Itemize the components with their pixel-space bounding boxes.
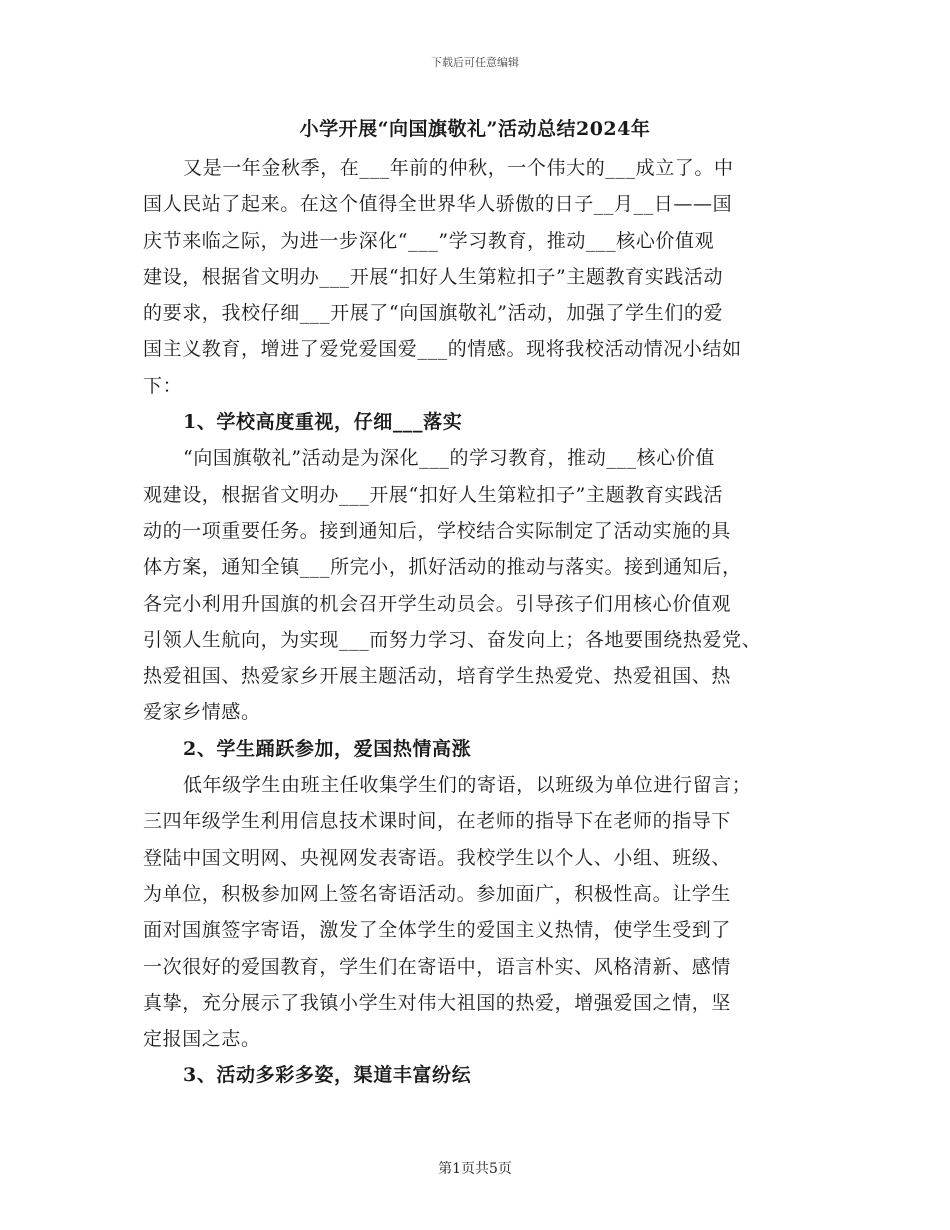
paragraph-line: 的要求，我校仔细___开展了“向国旗敬礼”活动，加强了学生们的爱 xyxy=(143,302,724,325)
paragraph-line: 真挚，充分展示了我镇小学生对伟大祖国的热爱，增强爱国之情，坚 xyxy=(143,991,732,1014)
paragraph-line: 爱家乡情感。 xyxy=(143,701,261,724)
paragraph-line: 定报国之志。 xyxy=(143,1028,261,1051)
section-heading: 3、活动多彩多姿，渠道丰富纷纭 xyxy=(183,1064,472,1087)
paragraph-line: 引领人生航向，为实现___而努力学习、奋发向上；各地要围绕热爱党、 xyxy=(143,628,762,651)
paragraph-line: 面对国旗签字寄语，激发了全体学生的爱国主义热情，使学生受到了 xyxy=(143,919,732,942)
paragraph-line: 各完小利用升国旗的机会召开学生动员会。引导孩子们用核心价值观 xyxy=(143,592,732,615)
paragraph-line: 国主义教育，增进了爱党爱国爱___的情感。现将我校活动情况小结如 xyxy=(143,338,742,361)
paragraph-line: 低年级学生由班主任收集学生们的寄语，以班级为单位进行留言； xyxy=(183,774,752,797)
paragraph-line: 动的一项重要任务。接到通知后，学校结合实际制定了活动实施的具 xyxy=(143,519,732,542)
section-heading: 2、学生踊跃参加，爱国热情高涨 xyxy=(183,737,472,760)
document-body xyxy=(143,150,823,1094)
paragraph-line: 又是一年金秋季，在___年前的仲秋，一个伟大的___成立了。中 xyxy=(183,157,734,179)
page-header: 下载后可任意编辑 xyxy=(431,56,519,69)
paragraph-line: “向国旗敬礼”活动是为深化___的学习教育，推动___核心价值 xyxy=(183,447,716,470)
section-heading: 1、学校高度重视，仔细___落实 xyxy=(183,411,463,434)
document-title: 小学开展“向国旗敬礼”活动总结2024年 xyxy=(299,118,651,140)
paragraph-line: 登陆中国文明网、央视网发表寄语。我校学生以个人、小组、班级、 xyxy=(143,846,732,869)
paragraph-line: 观建设，根据省文明办___开展“扣好人生第粒扣子”主题教育实践活 xyxy=(143,483,724,506)
paragraph-line: 一次很好的爱国教育，学生们在寄语中，语言朴实、风格清新、感情 xyxy=(143,955,732,978)
paragraph-line: 热爱祖国、热爱家乡开展主题活动，培育学生热爱党、热爱祖国、热 xyxy=(143,665,732,688)
paragraph-line: 下： xyxy=(143,374,183,397)
paragraph-line: 庆节来临之际，为进一步深化“___”学习教育，推动___核心价值观 xyxy=(143,229,715,252)
paragraph-line: 国人民站了起来。在这个值得全世界华人骄傲的日子__月__日——国 xyxy=(143,193,733,216)
paragraph-line: 为单位，积极参加网上签名寄语活动。参加面广，积极性高。让学生 xyxy=(143,882,732,905)
paragraph-line: 体方案，通知全镇___所完小，抓好活动的推动与落实。接到通知后， xyxy=(143,556,742,579)
page-footer: 第1页共5页 xyxy=(438,1161,512,1177)
paragraph-line: 三四年级学生利用信息技术课时间，在老师的指导下在老师的指导下 xyxy=(143,810,732,833)
paragraph-line: 建设，根据省文明办___开展“扣好人生第粒扣子”主题教育实践活动 xyxy=(143,265,724,288)
